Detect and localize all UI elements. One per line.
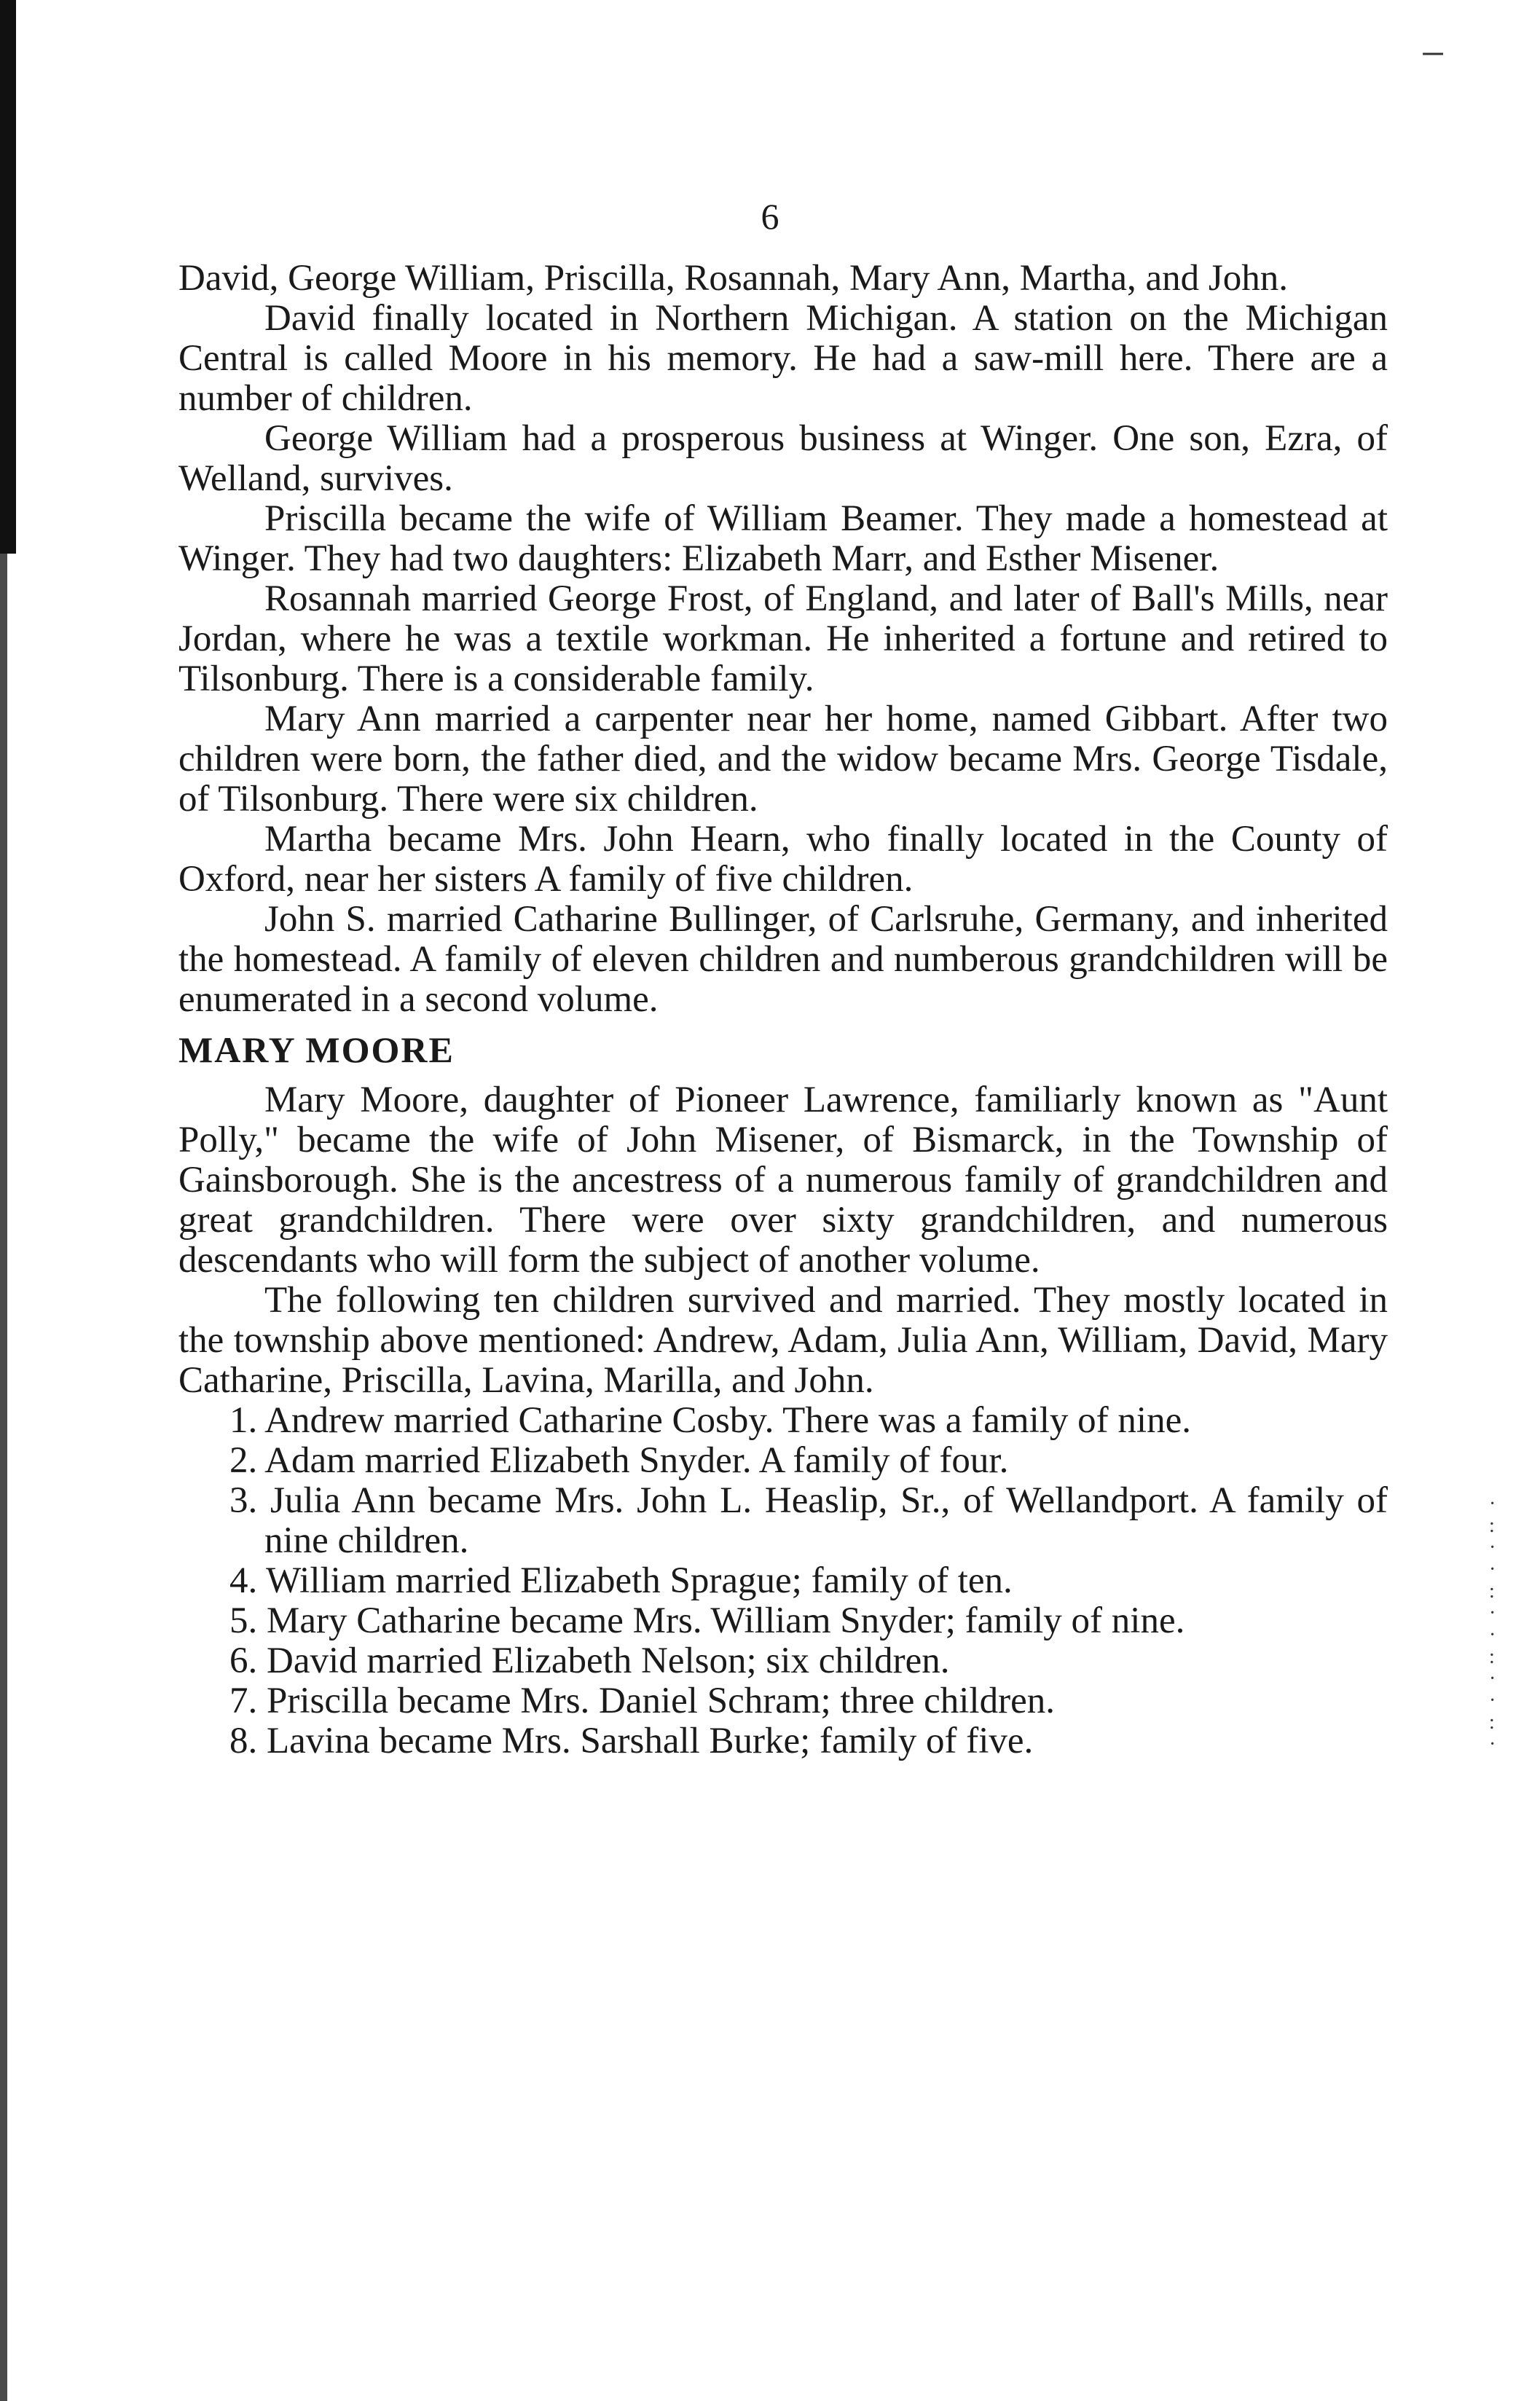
corner-scan-mark: − <box>1421 30 1445 78</box>
list-item: 3. Julia Ann became Mrs. John L. Heaslip, Sr., of Wellandport. A family of nine children. <box>229 1480 1388 1561</box>
section-heading: MARY MOORE <box>178 1029 455 1070</box>
paragraph: John S. married Catharine Bullinger, of Carlsruhe, Germany, and inherited the homestead. A family of eleven children and numberous grandchildren will be enumerated in a second volume. <box>178 899 1388 1020</box>
page-number: 6 <box>761 196 779 237</box>
paragraph: Martha became Mrs. John Hearn, who finally located in the County of Oxford, near her sisters A family of five children. <box>178 819 1388 900</box>
paragraph: Mary Ann married a carpenter near her home, named Gibbart. After two children were born, the father died, and the widow became Mrs. George Tisdale, of Tilsonburg. There were six children. <box>178 699 1388 820</box>
scan-binding-edge <box>0 0 16 554</box>
paragraph: George William had a prosperous business at Winger. One son, Ezra, of Welland, survives. <box>178 418 1388 499</box>
paragraph: David finally located in Northern Michigan. A station on the Michigan Central is called Moore in his memory. He had a saw-mill here. There are a number of children. <box>178 298 1388 419</box>
list-item: 6. David married Elizabeth Nelson; six children. <box>229 1640 950 1681</box>
paragraph: Priscilla became the wife of William Beamer. They made a homestead at Winger. They had two daughters: Elizabeth Marr, and Esther Misener. <box>178 498 1388 579</box>
list-item: 8. Lavina became Mrs. Sarshall Burke; family of five. <box>229 1721 1034 1761</box>
list-item: 1. Andrew married Catharine Cosby. There was a family of nine. <box>229 1400 1191 1441</box>
list-item: 4. William married Elizabeth Sprague; family of ten. <box>229 1560 1013 1601</box>
paragraph: The following ten children survived and married. They mostly located in the township above mentioned: Andrew, Adam, Julia Ann, William, David, Mary Catharine, Priscilla, Lavina, Marilla, and John. <box>178 1280 1388 1401</box>
paragraph: Mary Moore, daughter of Pioneer Lawrence, familiarly known as "Aunt Polly," became the wife of John Misener, of Bismarck, in the Township of Gainsborough. She is the ancestress of a numerous family of grandchildren and great grandchildren. There were over sixty grandchildren, and numerous descendants who will form the subject of another volume. <box>178 1080 1388 1281</box>
paragraph: David, George William, Priscilla, Rosannah, Mary Ann, Martha, and John. <box>178 258 1288 299</box>
list-item: 5. Mary Catharine became Mrs. William Snyder; family of nine. <box>229 1600 1185 1641</box>
list-item: 7. Priscilla became Mrs. Daniel Schram; three children. <box>229 1681 1055 1721</box>
scan-margin-speckles: · : · · : · · : · · : · <box>1489 1493 1496 1756</box>
list-item: 2. Adam married Elizabeth Snyder. A family of four. <box>229 1440 1009 1481</box>
page-body <box>178 259 1388 1761</box>
paragraph: Rosannah married George Frost, of England, and later of Ball's Mills, near Jordan, where he was a textile workman. He inherited a fortune and retired to Tilsonburg. There is a considerable family. <box>178 578 1388 699</box>
